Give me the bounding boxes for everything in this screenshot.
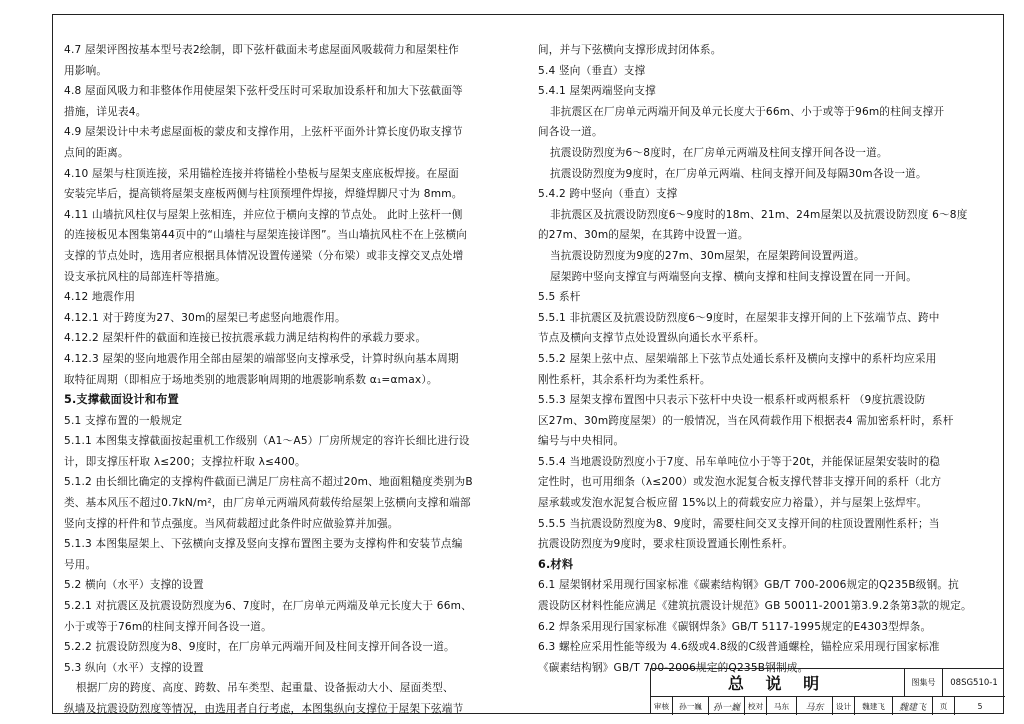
page-label: 页 (933, 697, 955, 715)
right-column-line: 5.5.2 屋架上弦中点、屋架端部上下弦节点处通长系杆及横向支撑中的系杆均应采用 (538, 352, 937, 365)
checker-signature: 马东 (797, 697, 833, 715)
left-column-line: 小于或等于76m的柱间支撑开间各设一道。 (64, 620, 272, 633)
left-column-line: 5.1.3 本图集屋架上、下弦横向支撑及竖向支撑布置图主要为支撑构件和安装节点编 (64, 538, 463, 551)
right-column-line: 震设防区材料性能应满足《建筑抗震设计规范》GB 50011-2001第3.9.2条第3款的规定。 (538, 600, 972, 613)
left-column-line: 4.7 屋架评图按基本型号表2绘制，即下弦杆截面未考虑屋面风吸载荷力和屋架柱作 (64, 44, 459, 56)
left-column-line: 4.8 屋面风吸力和非整体作用使屋架下弦杆受压时可采取加设系杆和加大下弦截面等 (64, 85, 463, 98)
drawing-title: 总 说 明 (651, 669, 905, 697)
left-column-line: 竖向支撑的杆件和节点强度。当风荷载超过此条件时应做验算并加强。 (64, 517, 399, 530)
signature-row (651, 697, 1005, 715)
right-column-line: 编号与中央相同。 (538, 435, 625, 448)
left-column-line: 纵墙及抗震设防烈度等情况，由选用者自行考虑，本图集纵向支撑位于屋架下弦端节 (64, 703, 464, 715)
left-column-line: 4.9 屋架设计中未考虑屋面板的蒙皮和支撑作用，上弦杆平面外计算长度仍取支撑节 (64, 126, 463, 139)
left-column-line: 5.2 横向（水平）支撑的设置 (64, 579, 204, 592)
right-column-line: 刚性系杆，其余系杆均为柔性系杆。 (538, 373, 711, 386)
left-column-line: 5.1.1 本图集支撑截面按起重机工作级别（A1～A5）厂房所规定的容许长细比进行设 (64, 435, 470, 448)
right-column-line: 6.3 螺栓应采用性能等级为 4.6级或4.8级的C级普通螺栓，锚栓应采用现行国家标准 (538, 641, 940, 654)
right-column-line: 屋承载或发泡水泥复合板应留 15%以上的荷载安应力裕量），并与屋架上弦焊牢。 (538, 497, 928, 510)
right-column-line: 5.4.2 跨中竖向（垂直）支撑 (538, 188, 678, 201)
left-column-line: 安装完毕后，提高锁将屋架支座板两侧与柱顶预埋件焊接，焊缝焊脚尺寸为 8mm。 (64, 188, 463, 201)
right-column-line: 定性时，也可用细条（λ≤200）或发泡水泥复合板支撑代替非支撑开间的系杆（北方 (538, 476, 942, 489)
left-column-line: 5.2.2 抗震设防烈度为8、9度时，在厂房单元两端开间及柱间支撑开间各设一道。 (64, 641, 455, 654)
reviewer-name: 孙一巍 (673, 697, 709, 715)
right-column-line: 5.4.1 屋架两端竖向支撑 (538, 85, 656, 98)
designer-name: 魏建飞 (855, 697, 893, 715)
right-column-line: 抗震设防烈度为6～8度时，在厂房单元两端及柱间支撑开间各设一道。 (550, 146, 888, 159)
left-column-line: 根据厂房的跨度、高度、跨数、吊车类型、起重量、设备振动大小、屋面类型、 (76, 682, 454, 695)
left-column-line: 设支承抗风柱的局部连杆等措施。 (64, 270, 226, 283)
left-column-line: 4.12.1 对于跨度为27、30m的屋架已考虑竖向地震作用。 (64, 311, 346, 324)
right-text-column (538, 40, 990, 678)
right-column-line: 间各设一道。 (538, 126, 603, 139)
right-column-line: 5.5.4 当地震设防烈度小于7度、吊车单吨位小于等于20t，并能保证屋架安装时的稳 (538, 455, 941, 468)
right-column-line: 5.5 系杆 (538, 291, 581, 304)
left-column-line: 用影响。 (64, 64, 108, 77)
right-column-line: 间，并与下弦横向支撑形成封闭体系。 (538, 44, 722, 56)
right-column-line: 非抗震区在厂房单元两端开间及单元长度大于66m、小于或等于96m的柱间支撑开 (550, 105, 945, 118)
designer-signature: 魏建飞 (893, 697, 933, 715)
right-column-line: 的27m、30m的屋架，在其跨中设置一道。 (538, 229, 749, 242)
left-column-line: 5.2.1 对抗震区及抗震设防烈度为6、7度时，在厂房单元两端及单元长度大于 66m、 (64, 600, 472, 613)
left-column-line: 支撑的节点处时，选用者应根据具体情况设置传递梁（分布梁）或非支撑交叉点处增 (64, 249, 464, 262)
right-column-line: 5.5.3 屋架支撑布置图中只表示下弦杆中央设一根系杆或两根系杆 （9度抗震设防 (538, 394, 926, 407)
check-label: 校对 (745, 697, 767, 715)
right-column-line: 屋架跨中竖向支撑宜与两端竖向支撑、横向支撑和柱间支撑设置在同一开间。 (550, 270, 917, 283)
right-column-line: 《碳素结构钢》GB/T 700-2006规定的Q235B钢制成。 (538, 661, 809, 674)
left-column-line: 取特征周期（即相应于场地类别的地震影响周期的地震影响系数 α₁=αmax）。 (64, 373, 438, 386)
atlas-number-label: 图集号 (905, 669, 943, 697)
left-text-column (64, 40, 496, 720)
right-column-line: 非抗震区及抗震设防烈度6～9度时的18m、21m、24m屋架以及抗震设防烈度 6～8度 (550, 208, 968, 221)
right-column-line: 区27m、30m跨度屋架）的一般情况，当在风荷载作用下根据表4 需加密系杆时，系杆 (538, 414, 954, 427)
left-column-line: 5.1 支撑布置的一般规定 (64, 414, 183, 427)
left-column-line: 4.10 屋架与柱顶连接，采用锚栓连接并将锚栓小垫板与屋架支座底板焊接。在屋面 (64, 167, 459, 180)
left-column-line: 4.12.2 屋架杆件的截面和连接已按抗震承载力满足结构构件的承载力要求。 (64, 332, 427, 345)
right-column-line: 抗震设防烈度为9度时，要求柱顶设置通长刚性系杆。 (538, 538, 794, 551)
right-column-line: 节点及横向支撑节点处设置纵向通长水平系杆。 (538, 332, 765, 345)
reviewer-signature: 孙一巍 (709, 697, 745, 715)
atlas-number: 08SG510-1 (943, 669, 1005, 697)
left-column-line: 点间的距离。 (64, 146, 129, 159)
checker-name: 马东 (767, 697, 797, 715)
left-column-line: 5.1.2 由长细比确定的支撑构件截面已满足厂房柱高不超过20m、地面粗糙度类别为B (64, 476, 473, 489)
right-column-line: 当抗震设防烈度为9度的27m、30m屋架，在屋架跨间设置两道。 (550, 249, 865, 262)
right-column-line: 6.2 焊条采用现行国家标准《碳钢焊条》GB/T 5117-1995规定的E4303型焊条。 (538, 620, 932, 633)
page-number: 5 (977, 701, 983, 711)
left-column-line: 4.12.3 屋架的竖向地震作用全部由屋架的端部竖向支撑承受，计算时纵向基本周期 (64, 352, 459, 365)
left-column-line: 类、基本风压不超过0.7kN/m²，由厂房单元两端风荷载传给屋架上弦横向支撑和端部 (64, 497, 471, 510)
left-column-line: 的连接板见本图集第44页中的“山墙柱与屋架连接详图”。当山墙抗风柱不在上弦横向 (64, 229, 468, 242)
left-column-line: 计，即支撑压杆取 λ≤200；支撑拉杆取 λ≤400。 (64, 455, 306, 468)
left-column-line: 5.支撑截面设计和布置 (64, 393, 179, 407)
right-column-line: 6.材料 (538, 557, 574, 571)
left-column-line: 5.3 纵向（水平）支撑的设置 (64, 661, 204, 674)
right-column-line: 6.1 屋架钢材采用现行国家标准《碳素结构钢》GB/T 700-2006规定的Q235B级钢。抗 (538, 579, 959, 592)
right-column-line: 抗震设防烈度为9度时，在厂房单元两端、柱间支撑开间及每隔30m各设一道。 (550, 167, 927, 180)
review-label: 审核 (651, 697, 673, 715)
design-label: 设计 (833, 697, 855, 715)
left-column-line: 4.11 山墙抗风柱仅与屋架上弦相连，并应位于横向支撑的节点处。 此时上弦杆一侧 (64, 208, 463, 221)
left-column-line: 4.12 地震作用 (64, 291, 136, 304)
left-column-line: 号用。 (64, 558, 97, 571)
right-column-line: 5.5.5 当抗震设防烈度为8、9度时，需要柱间交叉支撑开间的柱顶设置刚性系杆；当 (538, 517, 940, 530)
left-column-line: 措施，详见表4。 (64, 105, 147, 118)
right-column-line: 5.4 竖向（垂直）支撑 (538, 64, 646, 77)
title-block (650, 668, 1004, 714)
right-column-line: 5.5.1 非抗震区及抗震设防烈度6～9度时，在屋架非支撑开间的上下弦端节点、跨中 (538, 311, 940, 324)
